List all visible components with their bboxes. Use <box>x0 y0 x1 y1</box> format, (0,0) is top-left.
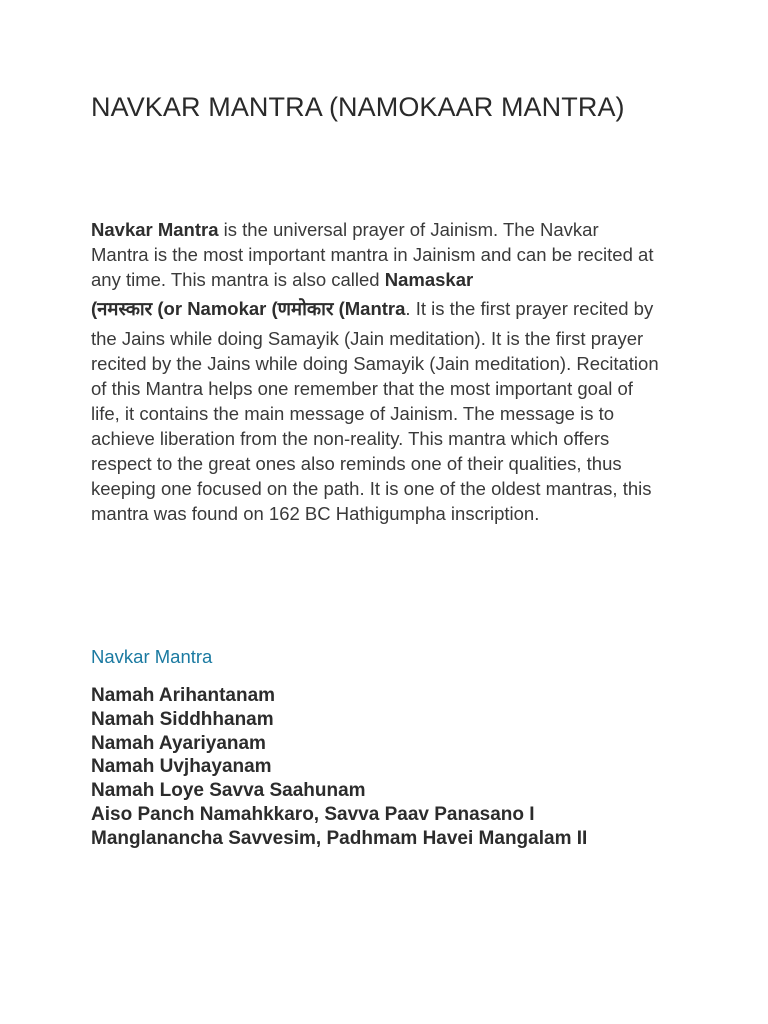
intro-bold-lead: Navkar Mantra <box>91 219 219 240</box>
mantra-line: Namah Siddhhanam <box>91 708 274 730</box>
intro-text-2: . It is the first prayer recited by the Jains while doing Samayik (Jain meditation). It is the first prayer recited by the Jains while doing Samayik (Jain meditation). Recitation of this Mantra helps one remember that the most important goal of life, it contains the main message of Jainism. The message is to achieve liberation from the non-reality. This mantra which offers respect to the great ones also reminds one of their qualities, thus keeping one focused on the path. It is one of the oldest mantras, this mantra was found on 162 BC Hathigumpha inscription. <box>91 298 659 524</box>
mantra-line: Manglanancha Savvesim, Padhmam Havei Mangalam II <box>91 827 588 849</box>
mantra-line: Namah Uvjhayanam <box>91 756 272 778</box>
intro-text-1: is the universal prayer of Jainism. The Navkar Mantra is the most important mantra in Jainism and can be recited at any time. This mantra is also called <box>91 219 654 290</box>
section-heading: Navkar Mantra <box>91 646 213 667</box>
intro-devanagari-line <box>91 292 405 326</box>
mantra-lines <box>91 684 587 851</box>
intro-paragraph <box>91 217 661 526</box>
mantra-line: Namah Ayariyanam <box>91 732 266 754</box>
page-title: NAVKAR MANTRA (NAMOKAAR MANTRA) <box>91 92 625 122</box>
mantra-line: Namah Arihantanam <box>91 685 276 706</box>
intro-bold-namaskar: Namaskar <box>384 269 474 290</box>
intro-bold-devanagari: (नमस्कार (or Namokar (णमोकार (Mantra <box>91 298 406 319</box>
mantra-line: Namah Loye Savva Saahunam <box>91 780 366 802</box>
mantra-line: Aiso Panch Namahkkaro, Savva Paav Panasano I <box>91 803 535 825</box>
